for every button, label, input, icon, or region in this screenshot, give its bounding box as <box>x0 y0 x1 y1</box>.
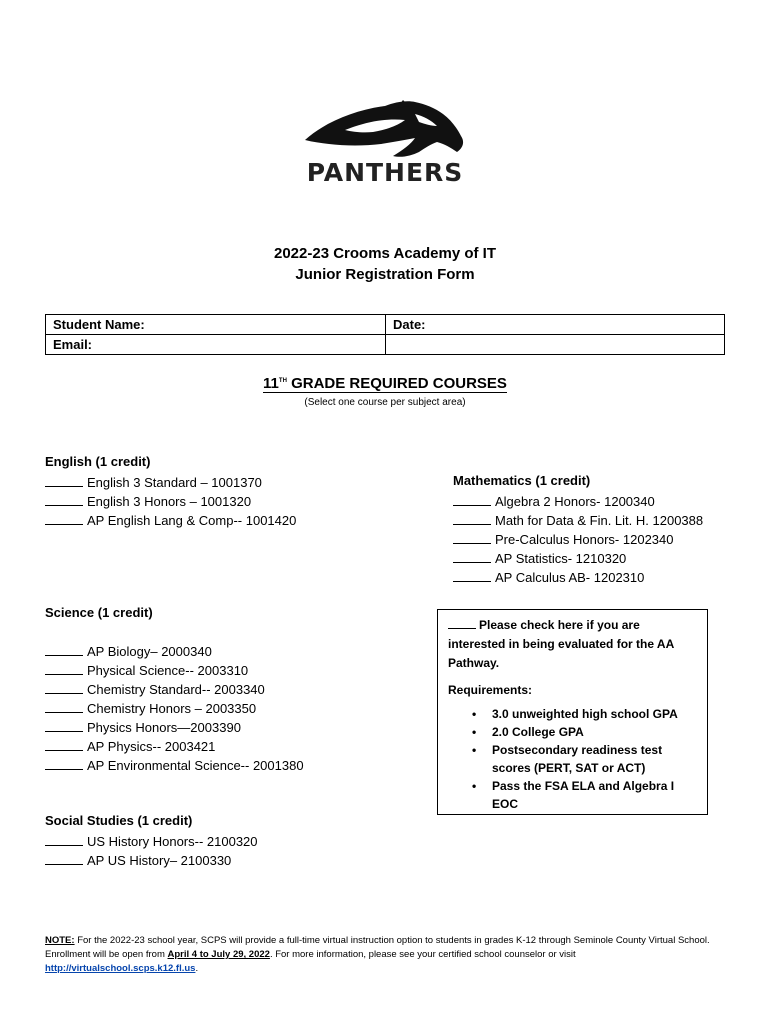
course-label: English 3 Honors – 1001320 <box>87 494 252 509</box>
student-name-field[interactable] <box>46 315 386 335</box>
check-blank[interactable] <box>453 551 491 563</box>
course-label: English 3 Standard – 1001370 <box>87 475 262 490</box>
social-studies-title: Social Studies (1 credit) <box>45 813 193 828</box>
note-label: NOTE: <box>45 935 75 946</box>
science-title: Science (1 credit) <box>45 605 153 620</box>
course-label: AP Biology– 2000340 <box>87 644 212 659</box>
panthers-logo <box>285 100 485 190</box>
check-blank[interactable] <box>45 513 83 525</box>
list-item[interactable] <box>45 511 296 530</box>
virtual-school-link[interactable]: http://virtualschool.scps.k12.fl.us <box>45 963 196 974</box>
virtual-school-note <box>45 934 725 976</box>
list-item[interactable] <box>453 530 703 549</box>
check-blank[interactable] <box>45 494 83 506</box>
english-course-list <box>45 473 296 530</box>
check-blank[interactable] <box>45 701 83 713</box>
required-courses-subtitle: (Select one course per subject area) <box>304 397 466 408</box>
note-text-3: . <box>195 963 199 974</box>
list-item[interactable] <box>453 568 703 587</box>
aa-check-blank[interactable] <box>448 617 476 629</box>
check-blank[interactable] <box>45 834 83 846</box>
check-blank[interactable] <box>453 494 491 506</box>
course-label: AP English Lang & Comp-- 1001420 <box>87 513 297 528</box>
requirements-label: Requirements: <box>448 683 533 697</box>
list-item[interactable] <box>45 851 258 870</box>
social-studies-course-list <box>45 832 258 870</box>
course-label: AP Environmental Science-- 2001380 <box>87 758 304 773</box>
math-course-list <box>453 492 703 587</box>
form-subtitle: Junior Registration Form <box>295 266 475 283</box>
course-label: AP Physics-- 2003421 <box>87 739 216 754</box>
course-label: Pre-Calculus Honors- 1202340 <box>495 532 674 547</box>
course-label: Physical Science-- 2003310 <box>87 663 249 678</box>
check-blank[interactable] <box>453 532 491 544</box>
list-item[interactable] <box>45 832 258 851</box>
grade-number: 11 <box>263 375 279 392</box>
check-blank[interactable] <box>453 570 491 582</box>
list-item[interactable] <box>45 642 304 661</box>
list-item[interactable] <box>45 718 304 737</box>
math-title: Mathematics (1 credit) <box>453 473 591 488</box>
course-label: US History Honors-- 2100320 <box>87 834 258 849</box>
student-name-label: Student Name: <box>53 317 145 332</box>
science-course-list <box>45 642 304 775</box>
note-text-2: . For more information, please see your certified school counselor or visit <box>269 949 576 960</box>
enrollment-dates: April 4 to July 29, 2022 <box>167 949 270 960</box>
list-item[interactable] <box>45 492 296 511</box>
email-label: Email: <box>53 337 93 352</box>
logo-wordmark: PANTHERS <box>306 158 464 187</box>
panther-head-icon <box>285 100 485 162</box>
course-label: Math for Data & Fin. Lit. H. 1200388 <box>495 513 704 528</box>
course-label: AP US History– 2100330 <box>87 853 232 868</box>
check-blank[interactable] <box>45 663 83 675</box>
required-courses-heading <box>0 375 770 392</box>
list-item[interactable] <box>453 511 703 530</box>
date-label: Date: <box>393 317 426 332</box>
list-item[interactable] <box>45 661 304 680</box>
course-label: Chemistry Standard-- 2003340 <box>87 682 265 697</box>
email-field[interactable] <box>46 335 386 355</box>
list-item[interactable] <box>453 549 703 568</box>
check-blank[interactable] <box>45 644 83 656</box>
list-item[interactable] <box>45 473 296 492</box>
list-item[interactable] <box>45 737 304 756</box>
english-title: English (1 credit) <box>45 454 151 469</box>
check-blank[interactable] <box>45 758 83 770</box>
course-label: Physics Honors—2003390 <box>87 720 241 735</box>
grade-suffix: TH <box>278 378 287 384</box>
list-item: • 3.0 unweighted high school GPA <box>492 705 697 723</box>
list-item[interactable] <box>45 699 304 718</box>
form-title: 2022-23 Crooms Academy of IT <box>273 245 497 262</box>
check-blank[interactable] <box>45 475 83 487</box>
course-label: Chemistry Honors – 2003350 <box>87 701 257 716</box>
check-blank[interactable] <box>45 682 83 694</box>
check-blank[interactable] <box>45 853 83 865</box>
requirements-list <box>448 705 697 813</box>
aa-line2: interested in being evaluated for the AA <box>448 637 675 651</box>
aa-line1: Please check here if you are <box>479 618 640 632</box>
course-label: Algebra 2 Honors- 1200340 <box>495 494 655 509</box>
list-item[interactable] <box>453 492 703 511</box>
list-item: • Postsecondary readiness test scores (PERT, SAT or ACT) <box>492 741 697 777</box>
check-blank[interactable] <box>45 739 83 751</box>
check-blank[interactable] <box>45 720 83 732</box>
note-text-1: For the 2022-23 school year, SCPS will provide a full-time virtual instruction option to students in grades K-12 through Seminole County Virtual School. Enrollment will be open from <box>45 935 710 960</box>
course-label: AP Calculus AB- 1202310 <box>495 570 645 585</box>
date-field[interactable] <box>386 315 725 335</box>
table-row <box>46 315 725 335</box>
table-row <box>46 335 725 355</box>
aa-line3: Pathway. <box>448 656 500 670</box>
student-info-table <box>45 314 725 355</box>
list-item: • 2.0 College GPA <box>492 723 697 741</box>
check-blank[interactable] <box>453 513 491 525</box>
list-item[interactable] <box>45 756 304 775</box>
list-item: • Pass the FSA ELA and Algebra I EOC <box>492 777 697 813</box>
empty-field[interactable] <box>386 335 725 355</box>
aa-pathway-box <box>437 609 708 815</box>
list-item[interactable] <box>45 680 304 699</box>
course-label: AP Statistics- 1210320 <box>495 551 627 566</box>
heading-text: GRADE REQUIRED COURSES <box>286 375 507 392</box>
